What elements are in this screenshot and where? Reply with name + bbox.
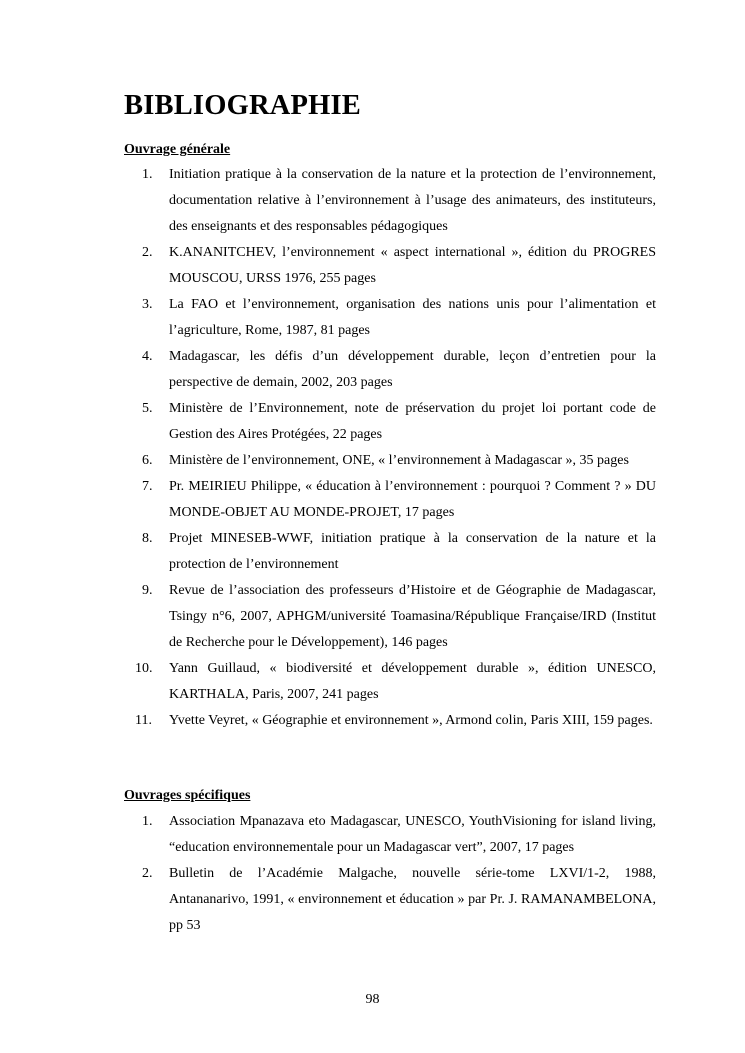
list-item: 5. Ministère de l’Environnement, note de préservation du projet loi portant code de Gestion des Aires Protégées, 22 pages xyxy=(142,401,656,442)
page-title: BIBLIOGRAPHIE xyxy=(124,90,361,121)
specific-works-list xyxy=(124,809,656,939)
list-item: 3. La FAO et l’environnement, organisation des nations unis pour l’alimentation et l’agriculture, Rome, 1987, 81 pages xyxy=(142,297,656,338)
list-item: 2. K.ANANITCHEV, l’environnement « aspect international », édition du PROGRES MOUSCOU, URSS 1976, 255 pages xyxy=(142,245,656,286)
list-item: 4. Madagascar, les défis d’un développement durable, leçon d’entretien pour la perspective de demain, 2002, 203 pages xyxy=(142,349,656,390)
list-item: 10. Yann Guillaud, « biodiversité et développement durable », édition UNESCO, KARTHALA, Paris, 2007, 241 pages xyxy=(135,661,656,702)
list-item: 7. Pr. MEIRIEU Philippe, « éducation à l’environnement : pourquoi ? Comment ? » DU MONDE-OBJET AU MONDE-PROJET, 17 pages xyxy=(142,479,656,520)
list-item: 2. Bulletin de l’Académie Malgache, nouvelle série-tome LXVI/1-2, 1988, Antananarivo, 1991, « environnement et éducation » par Pr. J. RAMANAMBELONA, pp 53 xyxy=(142,866,656,933)
list-item: 1. Association Mpanazava eto Madagascar, UNESCO, YouthVisioning for island living, “education environnementale pour un Madagascar vert”, 2007, 17 pages xyxy=(142,814,656,855)
list-item: 11. Yvette Veyret, « Géographie et environnement », Armond colin, Paris XIII, 159 pages. xyxy=(135,713,653,728)
list-item: 6. Ministère de l’environnement, ONE, « l’environnement à Madagascar », 35 pages xyxy=(142,453,629,468)
general-works-list xyxy=(124,162,656,734)
list-item: 9. Revue de l’association des professeurs d’Histoire et de Géographie de Madagascar, Tsingy n°6, 2007, APHGM/université Toamasina/République Française/IRD (Institut de Recherche pour le Développement), 146 pages xyxy=(142,583,656,650)
list-item: 1. Initiation pratique à la conservation de la nature et la protection de l’environnement, documentation relative à l’environnement à l’usage des animateurs, des instituteurs, des enseignants et des responsables pédagogiques xyxy=(142,167,656,234)
page-number: 98 xyxy=(365,992,380,1007)
section-heading-specific: Ouvrages spécifiques xyxy=(124,788,251,803)
list-item: 8. Projet MINESEB-WWF, initiation pratique à la conservation de la nature et la protection de l’environnement xyxy=(142,531,656,572)
section-heading-general: Ouvrage générale xyxy=(124,142,231,157)
